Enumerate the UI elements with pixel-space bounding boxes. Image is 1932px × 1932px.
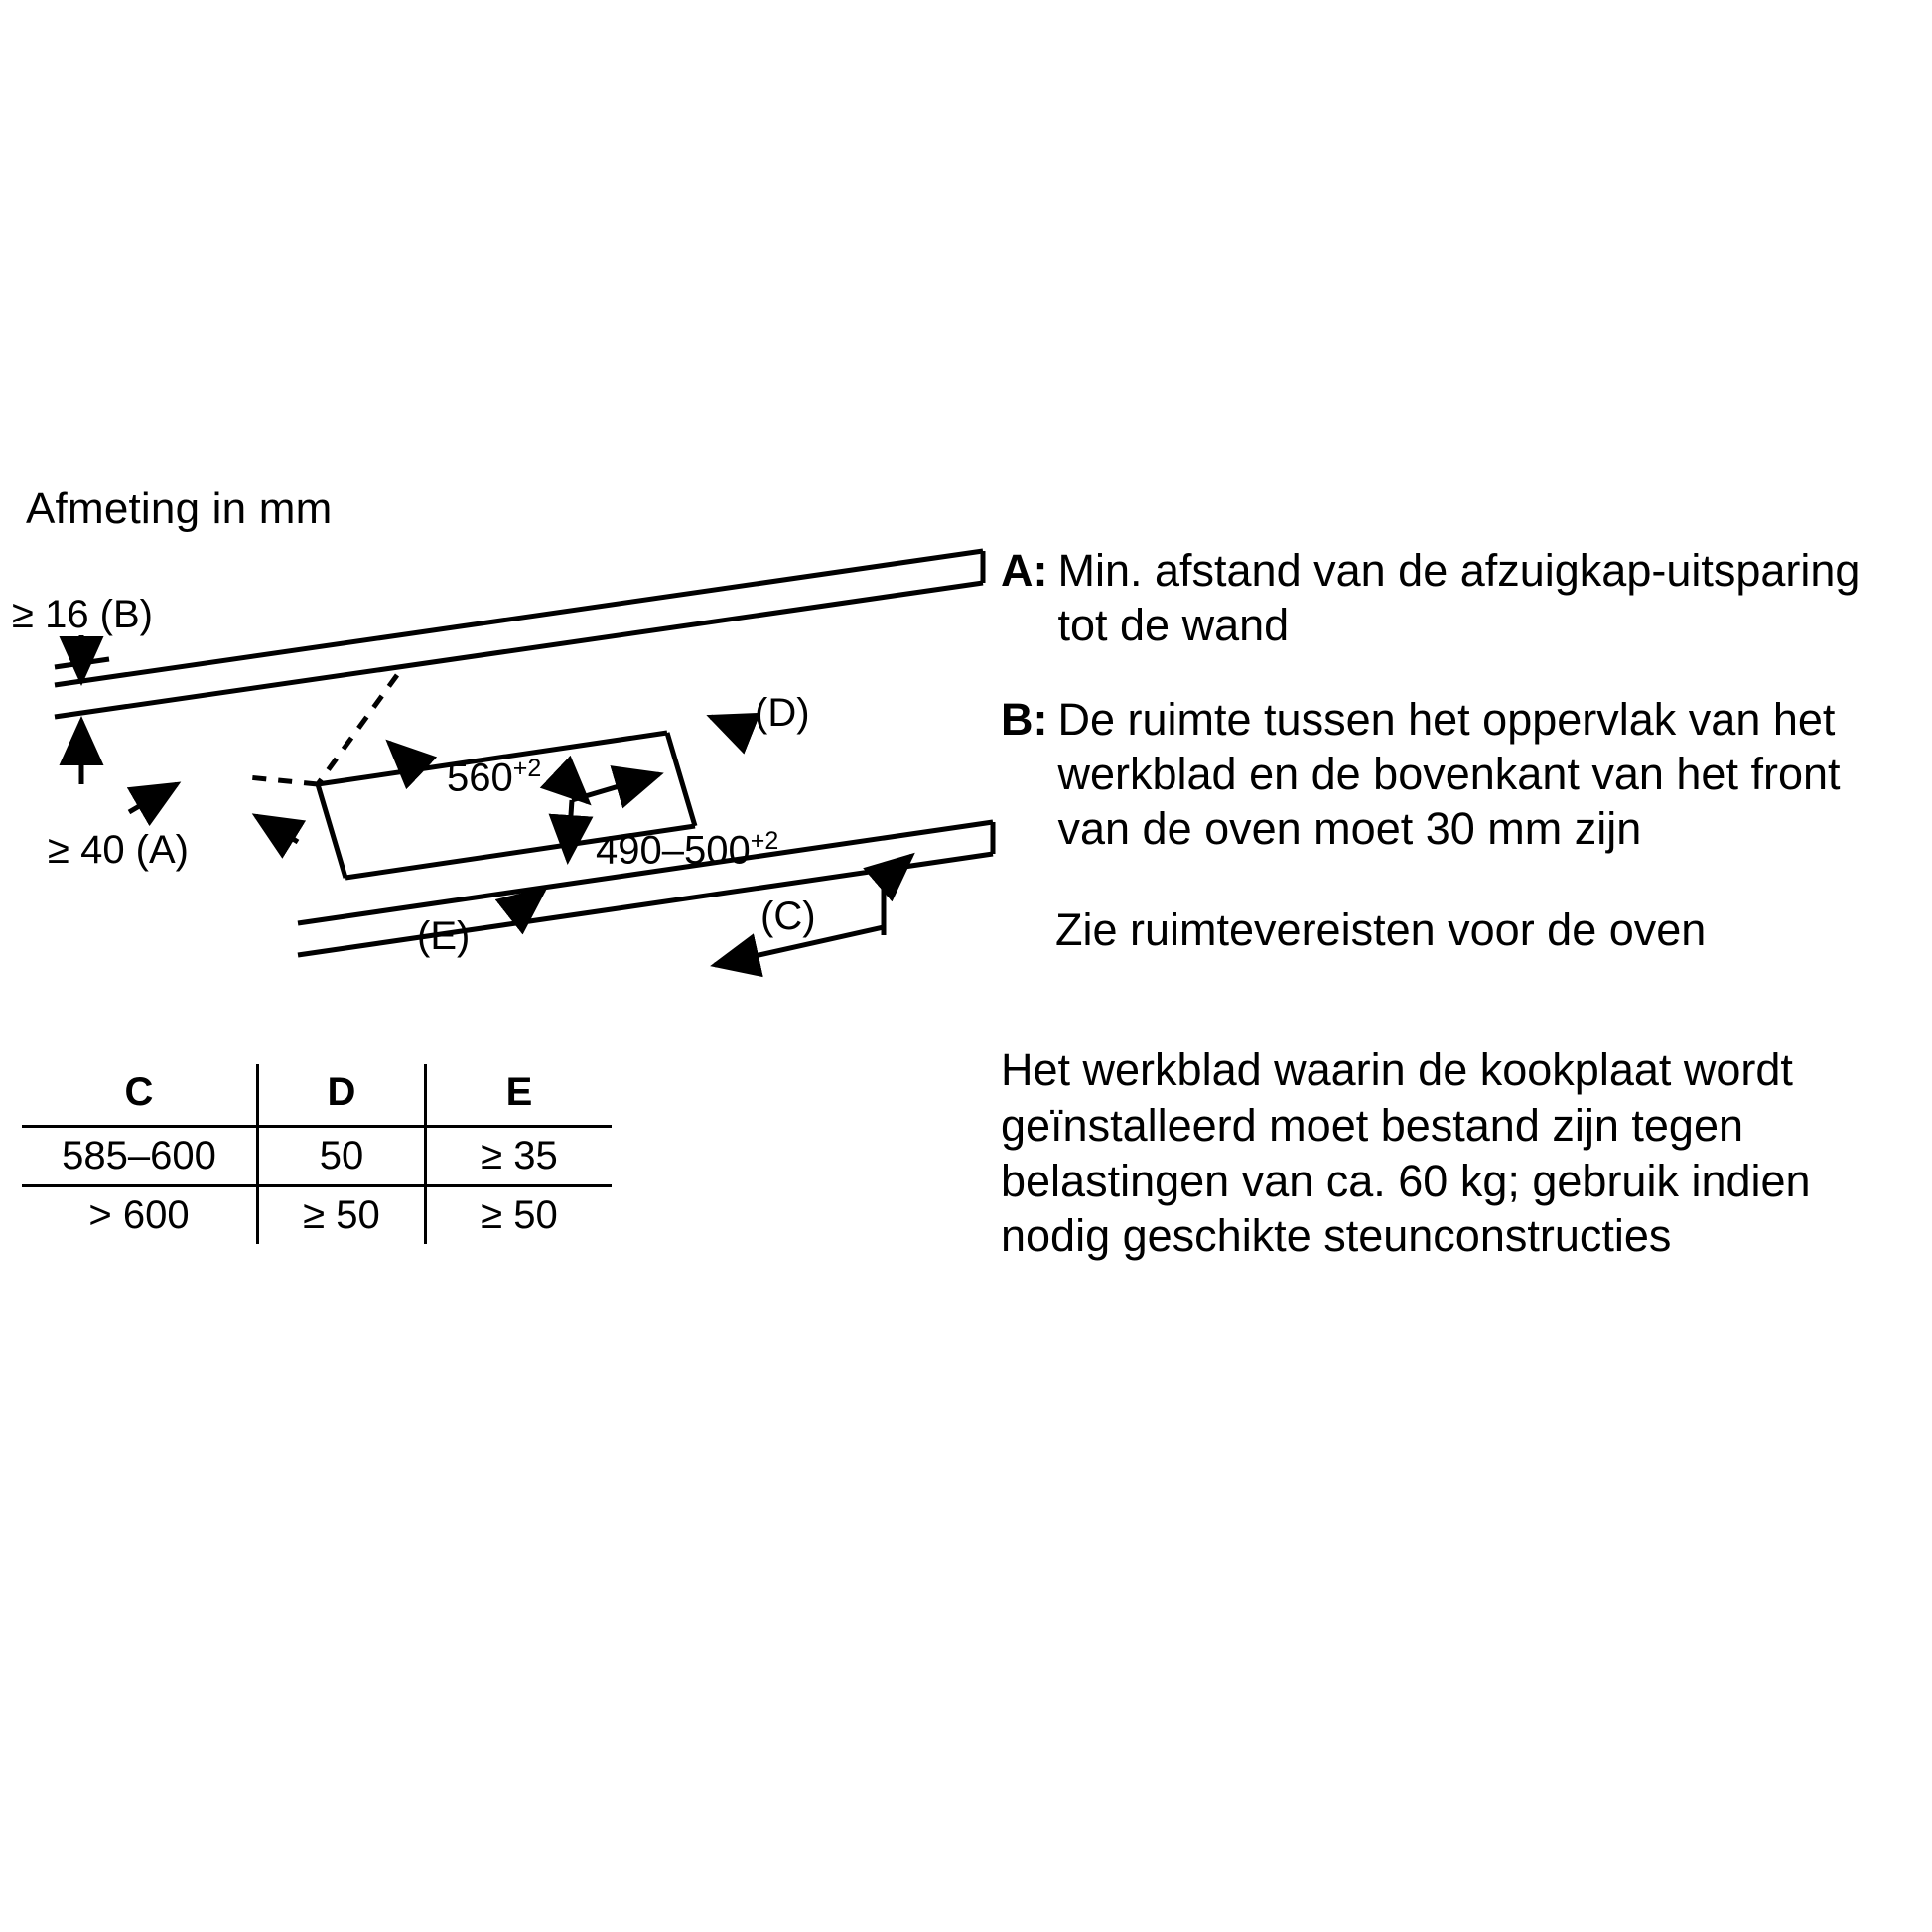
width-tolerance: +2 xyxy=(512,755,542,782)
dimension-table xyxy=(22,1064,612,1244)
table-row xyxy=(22,1127,612,1186)
dimension-unit-caption: Afmeting in mm xyxy=(26,484,333,533)
legend-item-a xyxy=(1001,544,1874,653)
legend-text-a: Min. afstand van de afzuigkap-uitsparing tot de wand xyxy=(1057,545,1861,650)
dimension-label-b: ≥ 16 (B) xyxy=(12,593,153,636)
legend-key-a: A: xyxy=(1001,545,1048,596)
width-value: 560 xyxy=(447,756,513,800)
depth-value: 490–500 xyxy=(596,828,751,873)
table-header-row xyxy=(22,1064,612,1127)
legend-list xyxy=(1001,544,1874,896)
dimension-marker-c: (C) xyxy=(760,895,816,938)
legend-item-b xyxy=(1001,693,1874,857)
table-header-d: D xyxy=(258,1064,426,1127)
dimension-marker-d: (D) xyxy=(755,691,810,735)
note-oven-space: Zie ruimtevereisten voor de oven xyxy=(1055,904,1707,955)
dimension-label-depth xyxy=(596,827,778,873)
table-cell: ≥ 35 xyxy=(481,1134,558,1177)
table-row xyxy=(22,1186,612,1245)
dimension-label-a: ≥ 40 (A) xyxy=(48,828,189,872)
table-header-e: E xyxy=(505,1070,533,1114)
depth-tolerance: +2 xyxy=(750,827,779,855)
table-cell: 50 xyxy=(258,1127,426,1186)
dimension-marker-e: (E) xyxy=(417,914,471,958)
table-cell: ≥ 50 xyxy=(481,1193,558,1237)
legend-key-b: B: xyxy=(1001,693,1048,745)
table-cell: > 600 xyxy=(22,1186,258,1245)
note-worktop-load: Het werkblad waarin de kookplaat wordt geïnstalleerd moet bestand zijn tegen belastingen van ca. 60 kg; gebruik indien nodig geschikte steunconstructies xyxy=(1001,1044,1811,1262)
table-cell: 585–600 xyxy=(22,1127,258,1186)
table-cell: ≥ 50 xyxy=(258,1186,426,1245)
dimension-label-width xyxy=(447,755,541,800)
legend-text-b: De ruimte tussen het oppervlak van het werkblad en de bovenkant van het front van de oven moet 30 mm zijn xyxy=(1057,693,1841,854)
table-header-c: C xyxy=(22,1064,258,1127)
